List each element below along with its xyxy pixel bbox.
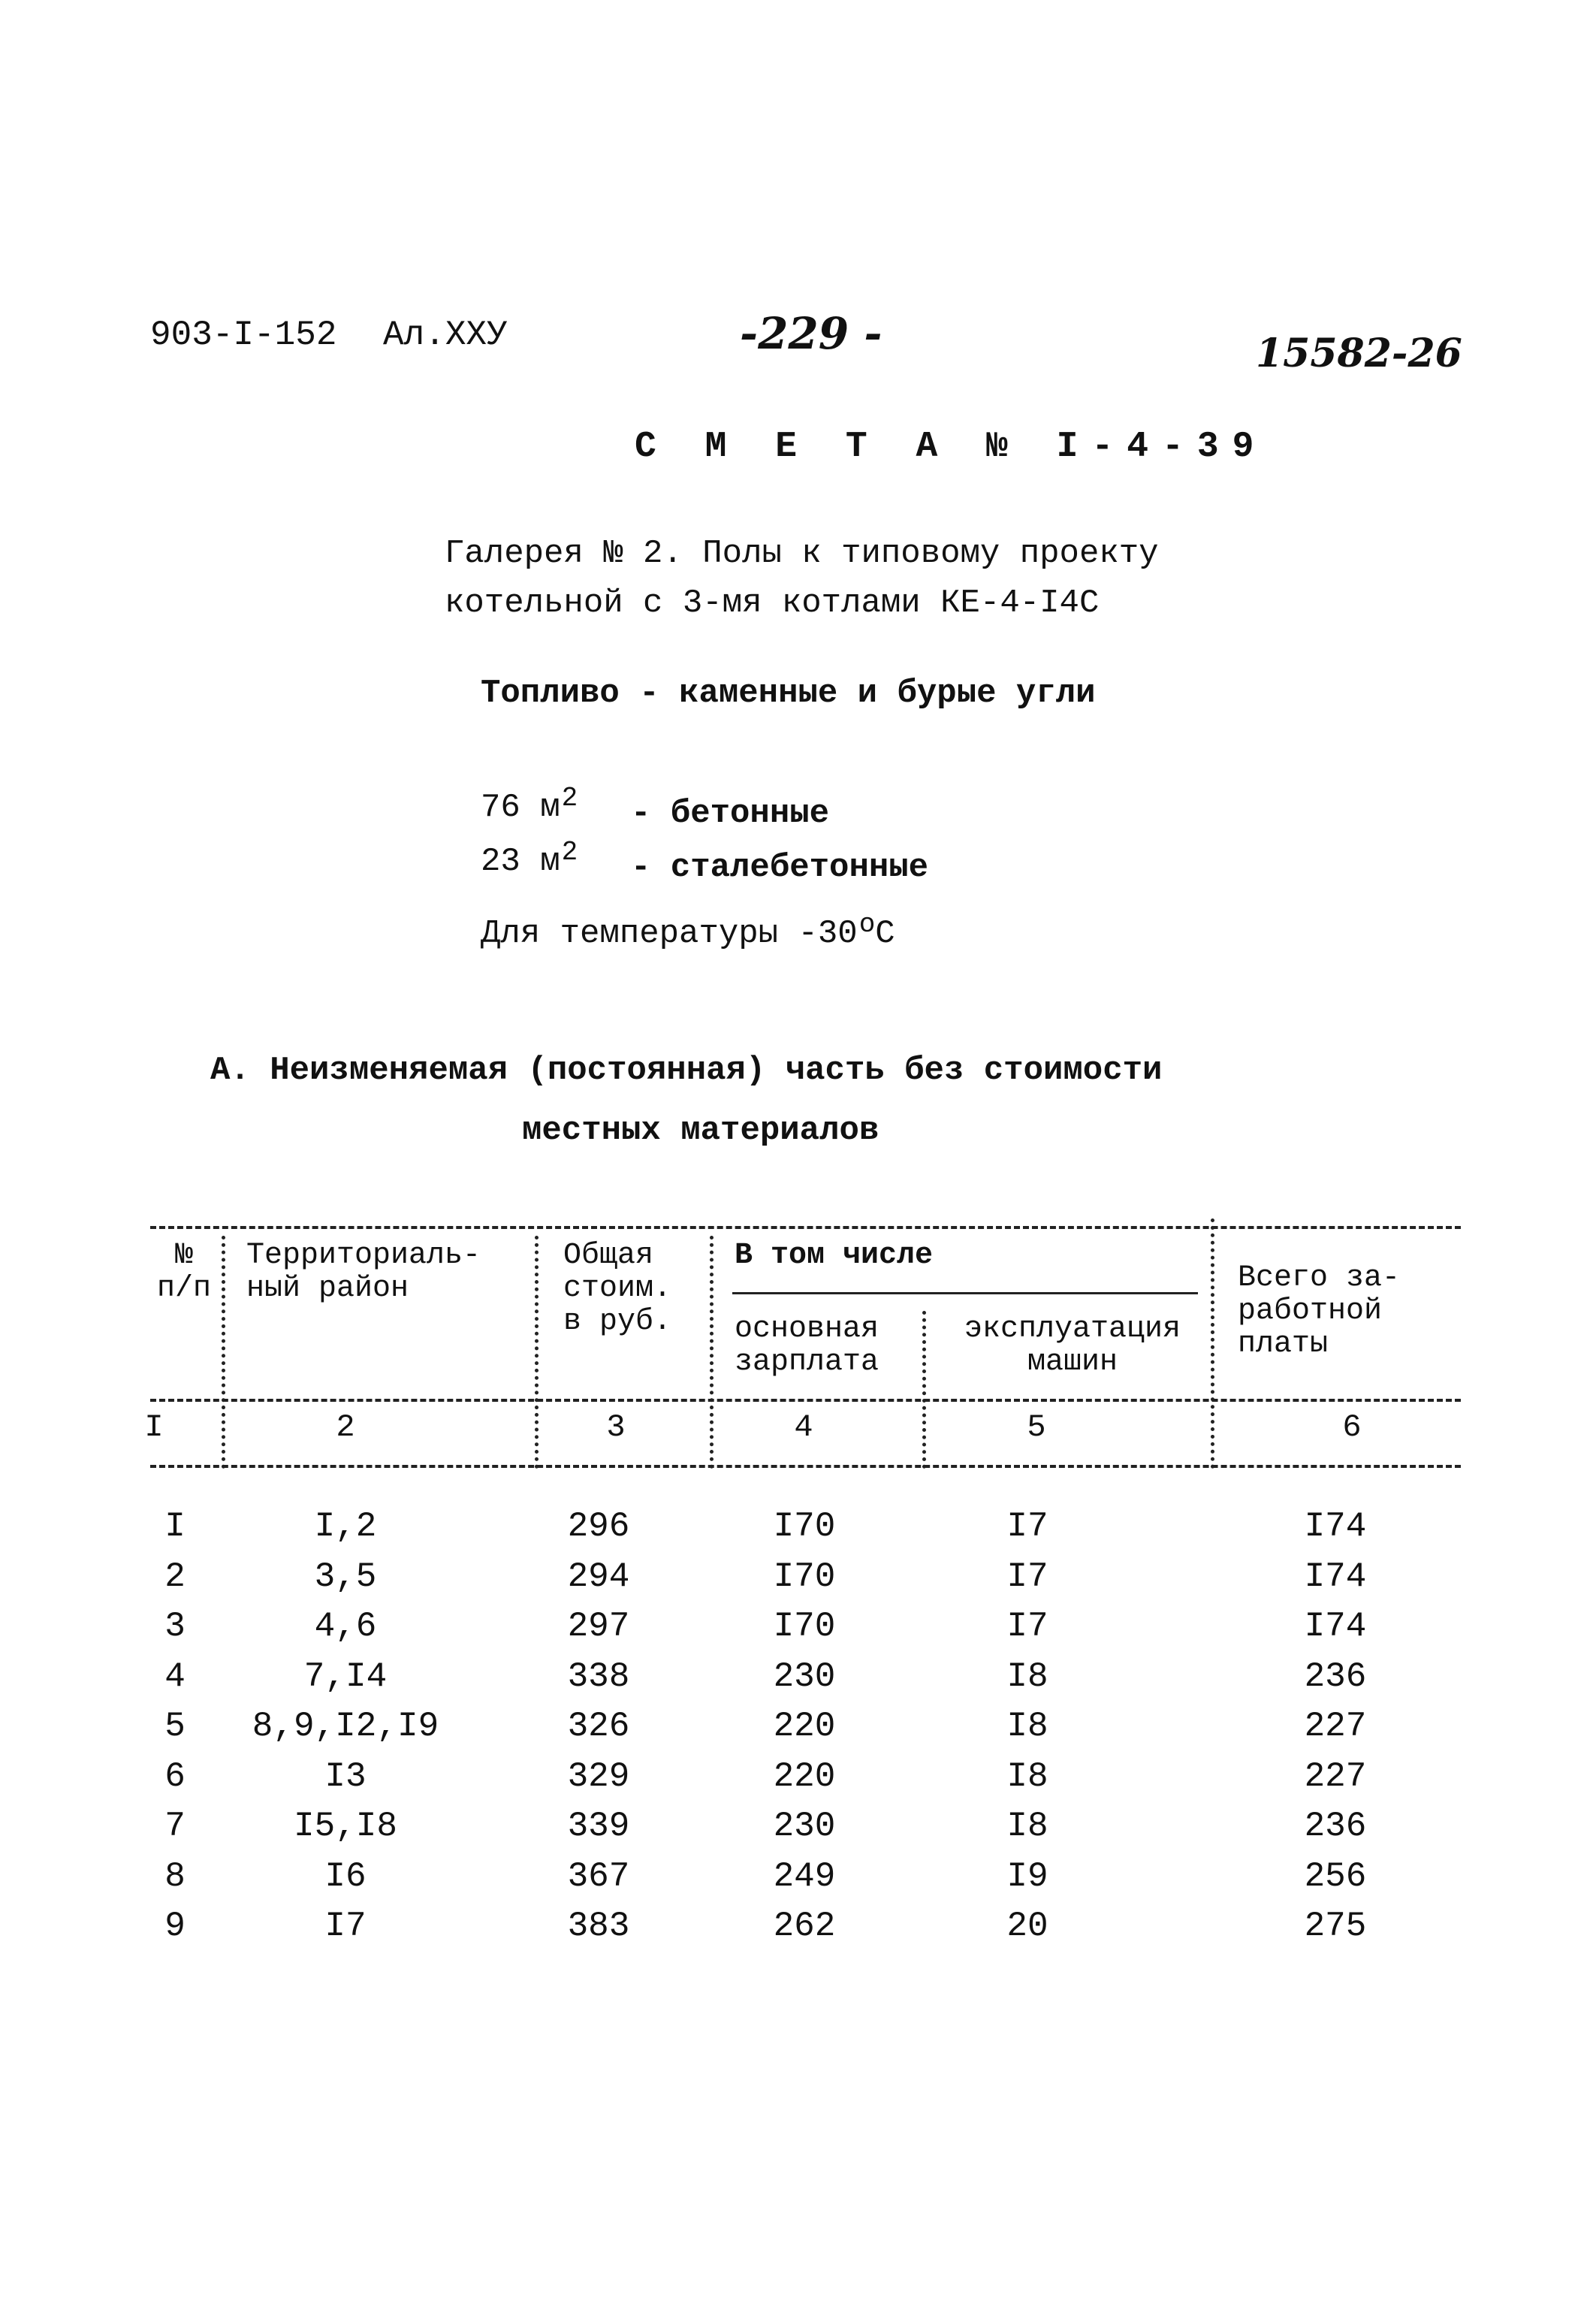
table-cell: I70 xyxy=(773,1607,836,1646)
header-col5 xyxy=(945,1313,1200,1379)
table-cell: I8 xyxy=(1006,1807,1048,1846)
document-code: 903-I-152 xyxy=(150,316,337,355)
table-cell: 230 xyxy=(773,1807,836,1846)
table-cell: 2 xyxy=(164,1557,186,1596)
table-cell: 294 xyxy=(567,1557,630,1596)
column-number: 5 xyxy=(1027,1409,1046,1445)
table-cell: 8,9,I2,I9 xyxy=(252,1707,439,1746)
gallery-description-line-1: Галерея № 2. Полы к типовому проекту xyxy=(445,535,1159,572)
page-number: -229 - xyxy=(740,308,882,359)
table-cell: 262 xyxy=(773,1907,836,1946)
table-cell: 367 xyxy=(567,1857,630,1896)
area-steel-concrete-exponent: 2 xyxy=(561,837,578,868)
table-cell: 20 xyxy=(1006,1907,1048,1946)
table-cell: 297 xyxy=(567,1607,630,1646)
header-col1 xyxy=(154,1240,214,1306)
table-cell: 383 xyxy=(567,1907,630,1946)
album-number: Ал.XXУ xyxy=(383,316,508,355)
table-cell: 5 xyxy=(164,1707,186,1746)
table-cell: I7 xyxy=(1006,1507,1048,1546)
column-number: 6 xyxy=(1342,1409,1362,1445)
table-cell: 338 xyxy=(567,1657,630,1696)
header-col3-line3: в руб. xyxy=(563,1305,672,1339)
table-cell: I5,I8 xyxy=(293,1807,398,1846)
area-steel-concrete-label: - сталебетонные xyxy=(631,849,929,886)
header-col6-line1: Всего за- xyxy=(1238,1261,1401,1295)
fuel-line: Топливо - каменные и бурые угли xyxy=(481,675,1096,712)
section-heading-line-2: местных материалов xyxy=(522,1112,879,1149)
temperature-degree: o xyxy=(858,909,876,940)
table-cell: 275 xyxy=(1304,1907,1367,1946)
table-cell: I,2 xyxy=(314,1507,377,1546)
table-cell: I8 xyxy=(1006,1657,1048,1696)
table-cell: 236 xyxy=(1304,1657,1367,1696)
table-cell: 3 xyxy=(164,1607,186,1646)
header-col4-line1: основная xyxy=(735,1312,879,1346)
table-cell: 3,5 xyxy=(314,1557,377,1596)
table-cell: 296 xyxy=(567,1507,630,1546)
area-steel-concrete-value: 23 м xyxy=(481,843,560,880)
header-col1-line2: п/п xyxy=(156,1272,211,1306)
table-cell: I6 xyxy=(324,1857,367,1896)
temperature-text: Для температуры -30 xyxy=(481,915,858,953)
table-cell: 4,6 xyxy=(314,1607,377,1646)
table-cell: I7 xyxy=(324,1907,367,1946)
table-cell: I7 xyxy=(1006,1607,1048,1646)
area-concrete-value: 76 м xyxy=(481,789,560,826)
table-cell: 7,I4 xyxy=(303,1657,388,1696)
col-separator-2 xyxy=(535,1236,539,1469)
table-cell: I9 xyxy=(1006,1857,1048,1896)
table-cell: 227 xyxy=(1304,1707,1367,1746)
area-steel-concrete xyxy=(481,837,578,880)
table-cell: 7 xyxy=(164,1807,186,1846)
header-col5-line1: эксплуатация xyxy=(964,1312,1181,1346)
header-col5-line2: машин xyxy=(1027,1345,1118,1379)
table-cell: I70 xyxy=(773,1507,836,1546)
table-top-rule xyxy=(150,1226,1461,1229)
table-cell: 4 xyxy=(164,1657,186,1696)
estimate-title: С М Е Т А № I-4-39 xyxy=(635,427,1268,467)
column-number-rule xyxy=(150,1465,1461,1468)
table-cell: I70 xyxy=(773,1557,836,1596)
header-col6 xyxy=(1238,1262,1400,1361)
temperature-unit: С xyxy=(875,915,895,953)
table-cell: 9 xyxy=(164,1907,186,1946)
header-col6-line2: работной xyxy=(1238,1294,1383,1328)
sheet-code: 15582-26 xyxy=(1256,331,1462,376)
table-cell: 326 xyxy=(567,1707,630,1746)
group-divider-rule xyxy=(732,1292,1198,1294)
gallery-description-line-2: котельной с 3-мя котлами КЕ-4-I4С xyxy=(445,584,1100,622)
header-group: В том числе xyxy=(735,1239,934,1273)
header-col6-line3: платы xyxy=(1238,1327,1329,1361)
section-heading-line-1: А. Неизменяемая (постоянная) часть без стоимости xyxy=(210,1052,1163,1089)
table-cell: 220 xyxy=(773,1757,836,1796)
header-col1-line1: № xyxy=(174,1239,193,1273)
table-cell: 230 xyxy=(773,1657,836,1696)
table-cell: I8 xyxy=(1006,1757,1048,1796)
column-number: 2 xyxy=(336,1409,355,1445)
table-cell: 6 xyxy=(164,1757,186,1796)
header-col4-line2: зарплата xyxy=(735,1345,879,1379)
area-concrete-label: - бетонные xyxy=(631,795,830,832)
header-col2 xyxy=(246,1240,481,1306)
table-cell: I3 xyxy=(324,1757,367,1796)
table-cell: 329 xyxy=(567,1757,630,1796)
col-separator-5 xyxy=(1211,1218,1214,1469)
table-cell: 236 xyxy=(1304,1807,1367,1846)
header-col3 xyxy=(563,1240,671,1339)
table-cell: 8 xyxy=(164,1857,186,1896)
table-cell: I xyxy=(164,1507,186,1546)
table-cell: 256 xyxy=(1304,1857,1367,1896)
header-col4 xyxy=(735,1313,879,1379)
table-cell: 249 xyxy=(773,1857,836,1896)
temperature-line xyxy=(481,909,895,953)
col-separator-4 xyxy=(922,1311,926,1469)
col-separator-3 xyxy=(710,1236,714,1469)
header-col2-line1: Территориаль- xyxy=(246,1239,481,1273)
column-number: 3 xyxy=(606,1409,626,1445)
column-number: 4 xyxy=(794,1409,813,1445)
header-bottom-rule xyxy=(150,1399,1461,1402)
col-separator-1 xyxy=(222,1236,225,1469)
table-cell: I74 xyxy=(1304,1507,1367,1546)
column-number: I xyxy=(144,1409,164,1445)
table-cell: 227 xyxy=(1304,1757,1367,1796)
header-col3-line2: стоим. xyxy=(563,1272,672,1306)
header-col3-line1: Общая xyxy=(563,1239,654,1273)
area-concrete xyxy=(481,783,578,826)
header-col2-line2: ный район xyxy=(246,1272,409,1306)
table-cell: I8 xyxy=(1006,1707,1048,1746)
table-cell: 220 xyxy=(773,1707,836,1746)
table-cell: I7 xyxy=(1006,1557,1048,1596)
table-cell: 339 xyxy=(567,1807,630,1846)
table-cell: I74 xyxy=(1304,1557,1367,1596)
table-cell: I74 xyxy=(1304,1607,1367,1646)
area-concrete-exponent: 2 xyxy=(561,783,578,814)
